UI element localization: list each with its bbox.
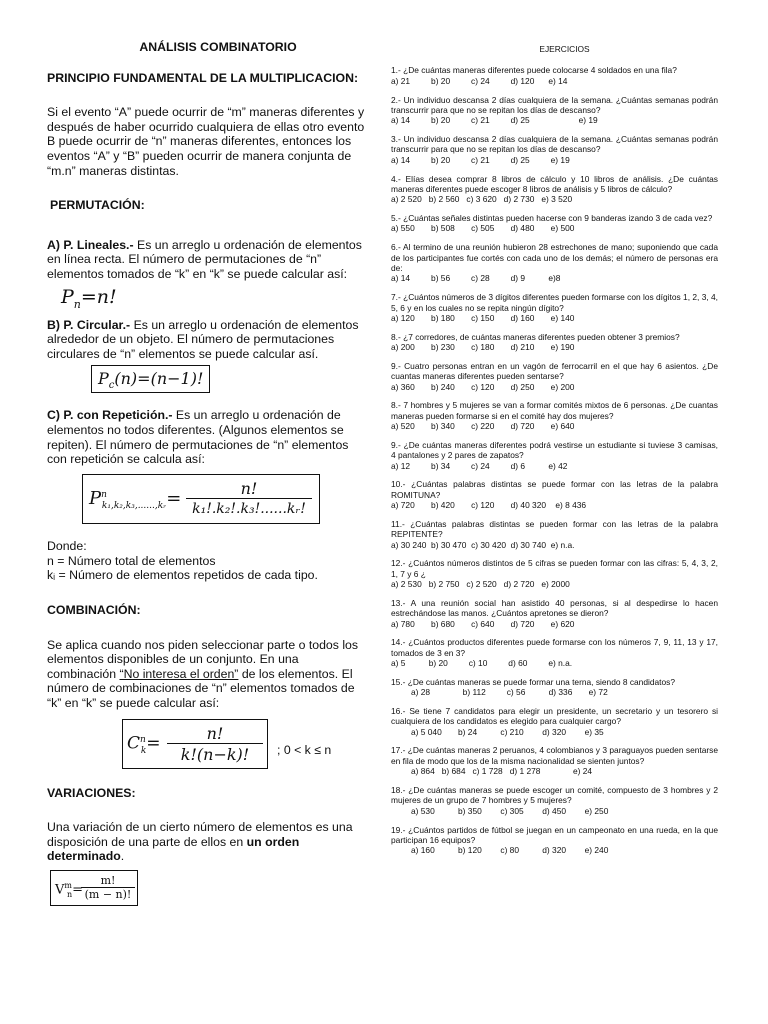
exercise-question: 5.- ¿Cuántas señales distintas pueden hacerse con 9 banderas izando 3 de cada vez? bbox=[391, 213, 713, 224]
exercise-options: a) 864 b) 684 c) 1 728 d) 1 278 e) 24 bbox=[411, 766, 593, 777]
pfm-text: Si el evento “A” puede ocurrir de “m” maneras diferentes y después de haber ocurrido cualquiera de ellas otro evento B puede ocurrir de “n” maneras diferentes, entonces los eventos “A” y “B” pueden ocurrir de manera conjunta de “m.n” maneras distintas. bbox=[47, 105, 365, 178]
exercise-options: a) 14 b) 20 c) 21 d) 25 e) 19 bbox=[391, 115, 598, 126]
exercise-options: a) 30 240 b) 30 470 c) 30 420 d) 30 740 e) n.a. bbox=[391, 539, 575, 550]
exercise-options: a) 5 b) 20 c) 10 d) 60 e) n.a. bbox=[391, 658, 573, 669]
exercise-item bbox=[391, 134, 718, 165]
exercise-item bbox=[391, 400, 718, 431]
lineal-label: A) P. Lineales.- bbox=[47, 237, 134, 252]
variations-paragraph: Una variación de un cierto número de elementos es una disposición de una parte de ellos en un orden determinado. bbox=[47, 820, 353, 864]
exercise-question: 9.- ¿De cuántas maneras diferentes podrá vestirse un estudiante si tuviese 3 camisas, 4 pantalones y 2 pares de zapatos? bbox=[391, 439, 718, 461]
exercise-item bbox=[391, 558, 718, 589]
exercise-options: a) 14 b) 20 c) 21 d) 25 e) 19 bbox=[391, 154, 570, 165]
exercise-options: a) 550 b) 508 c) 505 d) 480 e) 500 bbox=[391, 223, 575, 234]
donde-label: Donde: bbox=[47, 539, 87, 554]
page-title: ANÁLISIS COMBINATORIO bbox=[139, 40, 297, 54]
lineal-paragraph bbox=[47, 238, 369, 282]
exercise-question: 17.- ¿De cuántas maneras 2 peruanos, 4 colombianos y 3 paraguayos pueden sentarse en fila de modo que los de la misma nacionalidad se sienten juntos? bbox=[391, 745, 718, 766]
exercise-options: a) 12 b) 34 c) 24 d) 6 e) 42 bbox=[391, 460, 568, 471]
circular-formula: $P_c(n)=(n-1)$! bbox=[91, 365, 210, 393]
exercise-item bbox=[391, 825, 718, 856]
donde-k: kᵢ = Número de elementos repetidos de cada tipo. bbox=[47, 568, 318, 583]
exercise-item bbox=[391, 785, 718, 816]
repetition-text: Es un arreglo u ordenación de elementos no todos diferentes. (Algunos elementos se repiten). El número de permutaciones de “n” elementos con repetición se calcula así: bbox=[47, 408, 349, 467]
exercise-item bbox=[391, 479, 718, 510]
exercise-item bbox=[391, 292, 718, 323]
exercise-item bbox=[391, 65, 718, 86]
exercises-title: EJERCICIOS bbox=[539, 44, 590, 54]
exercise-question: 6.- Al termino de una reunión hubieron 28 estrechones de mano; suponiendo que cada de los participantes fue cortés con cada uno de los demás; el número de personas era de: bbox=[391, 242, 718, 273]
no-order-underlined: “No interesa el orden” bbox=[119, 666, 239, 681]
exercise-question: 15.- ¿De cuántas maneras se puede formar una terna, siendo 8 candidatos? bbox=[391, 676, 675, 687]
exercise-question: 14.- ¿Cuántos productos diferentes puede formarse con los números 7, 9, 11, 13 y 17, tomados de 3 en 3? bbox=[391, 637, 718, 658]
variations-heading: VARIACIONES: bbox=[47, 785, 136, 800]
exercise-question: 19.- ¿Cuántos partidos de fútbol se juegan en un campeonato en una rueda, en la que participan 16 equipos? bbox=[391, 824, 718, 845]
circular-paragraph bbox=[47, 318, 369, 362]
exercise-question: 3.- Un individuo descansa 2 días cualquiera de la semana. ¿Cuántas semanas podrán transcurrir para que no se repitan los días de descanso? bbox=[391, 134, 718, 155]
exercise-options: a) 530 b) 350 c) 305 d) 450 e) 250 bbox=[411, 805, 609, 816]
variations-formula: $V^m_n=$ m! (m − n)! bbox=[50, 870, 138, 906]
combination-formula: $C^n_k=$ n! k!(n−k)! bbox=[122, 719, 268, 769]
exercise-item bbox=[391, 95, 718, 126]
exercise-question: 8.- 7 hombres y 5 mujeres se van a formar comités mixtos de 6 personas. ¿De cuantas maneras pueden formarse si en el comité hay dos mujeres? bbox=[391, 400, 718, 421]
repetition-formula: $P^n_{k_1,k_2,k_3,......,kᵣ}=$ n! k₁!.k₂!.k₃!......kᵣ! bbox=[82, 474, 320, 524]
lineal-text: Es un arreglo u ordenación de elementos en línea recta. El número de permutaciones de “n” elementos tomados de “k” en “k” se puede calcular así: bbox=[47, 237, 362, 281]
exercise-list bbox=[391, 65, 718, 855]
exercises-column bbox=[391, 44, 718, 864]
exercise-question: 7.- ¿Cuántos números de 3 dígitos diferentes pueden formarse con los dígitos 1, 2, 3, 4, 5, 6 y en los cuales no se repita ningún dígito? bbox=[391, 292, 718, 313]
repetition-paragraph bbox=[47, 408, 369, 466]
exercise-options: a) 720 b) 420 c) 120 d) 40 320 e) 8 436 bbox=[391, 500, 587, 511]
exercise-item bbox=[391, 242, 718, 284]
lineal-formula: $P_n=n$! bbox=[61, 285, 117, 311]
exercise-options: a) 2 530 b) 2 750 c) 2 520 d) 2 720 e) 2000 bbox=[391, 579, 570, 590]
exercise-options: a) 2 520 b) 2 560 c) 3 620 d) 2 730 e) 3 520 bbox=[391, 194, 573, 205]
exercise-options: a) 21 b) 20 c) 24 d) 120 e) 14 bbox=[391, 75, 568, 86]
exercise-item bbox=[391, 213, 718, 234]
combination-paragraph: Se aplica cuando nos piden seleccionar parte o todos los elementos disponibles de un conjunto. En una combinación “No interesa el orden” de los elementos. El número de combinaciones de “n” elementos tomados de “k” en “k” se puede calcular así: bbox=[47, 637, 359, 711]
circular-text: Es un arreglo u ordenación de elementos alrededor de un objeto. El número de permutaciones circulares de “n” elementos se puede calcular así. bbox=[47, 317, 359, 361]
exercise-item bbox=[391, 519, 718, 550]
combination-formula-row bbox=[47, 719, 369, 771]
exercise-question: 16.- Se tiene 7 candidatos para elegir un presidente, un secretario y un tesorero si cualquiera de los candidatos es elegido para cualquier cargo? bbox=[391, 705, 718, 727]
exercise-item bbox=[391, 332, 718, 353]
exercise-item bbox=[391, 706, 718, 737]
exercise-question: 2.- Un individuo descansa 2 días cualquiera de la semana. ¿Cuántas semanas podrán transcurrir para que no se repitan los días de descanso? bbox=[391, 94, 718, 115]
permutation-heading: PERMUTACIÓN: bbox=[50, 198, 145, 213]
exercise-options: a) 200 b) 230 c) 180 d) 210 e) 190 bbox=[391, 342, 575, 353]
exercise-options: a) 360 b) 240 c) 120 d) 250 e) 200 bbox=[391, 381, 575, 392]
exercise-item bbox=[391, 637, 718, 668]
exercise-item bbox=[391, 745, 718, 776]
exercise-options: a) 28 b) 112 c) 56 d) 336 e) 72 bbox=[411, 687, 608, 698]
exercise-question: 4.- Elías desea comprar 8 libros de cálculo y 10 libros de análisis. ¿De cuántas maneras diferentes puede escoger 8 libros de análisis y 5 libros de cálculo? bbox=[391, 173, 718, 194]
exercise-question: 8.- ¿7 corredores, de cuántas maneras diferentes pueden obtener 3 premios? bbox=[391, 331, 680, 342]
exercise-question: 12.- ¿Cuántos números distintos de 5 cifras se pueden formar con las cifras: 5, 4, 3, 2, 1, 7 y 6 ¿ bbox=[391, 558, 718, 579]
exercise-question: 10.- ¿Cuántas palabras distintas se puede formar con las letras de la palabra ROMITUNA? bbox=[391, 479, 718, 500]
circular-label: B) P. Circular.- bbox=[47, 317, 131, 332]
theory-column bbox=[47, 40, 369, 910]
exercise-options: a) 780 b) 680 c) 640 d) 720 e) 620 bbox=[391, 618, 575, 629]
exercise-question: 13.- A una reunión social han asistido 40 personas, si al despedirse lo hacen estrechándose las manos. ¿Cuántos apretones se dieron? bbox=[391, 597, 718, 619]
exercise-options: a) 5 040 b) 24 c) 210 d) 320 e) 35 bbox=[411, 726, 604, 737]
exercise-item bbox=[391, 440, 718, 471]
exercise-question: 18.- ¿De cuántas maneras se puede escoger un comité, compuesto de 3 hombres y 2 mujeres de un grupo de 7 hombres y 5 mujeres? bbox=[391, 784, 718, 806]
exercise-options: a) 14 b) 56 c) 28 d) 9 e)8 bbox=[391, 273, 561, 284]
exercise-options: a) 520 b) 340 c) 220 d) 720 e) 640 bbox=[391, 421, 575, 432]
exercise-item bbox=[391, 598, 718, 629]
exercise-options: a) 120 b) 180 c) 150 d) 160 e) 140 bbox=[391, 312, 575, 323]
pfm-heading: PRINCIPIO FUNDAMENTAL DE LA MULTIPLICACION: bbox=[47, 70, 359, 85]
exercise-question: 1.- ¿De cuántas maneras diferentes puede colocarse 4 soldados en una fila? bbox=[391, 65, 677, 76]
donde-n: n = Número total de elementos bbox=[47, 553, 216, 568]
exercise-question: 9.- Cuatro personas entran en un vagón de ferrocarril en el que hay 6 asientos. ¿De cuantas maneras diferentes pueden sentarse? bbox=[391, 360, 718, 382]
combination-heading: COMBINACIÓN: bbox=[47, 603, 141, 618]
exercise-item bbox=[391, 174, 718, 205]
exercise-options: a) 160 b) 120 c) 80 d) 320 e) 240 bbox=[411, 845, 609, 856]
repetition-label: C) P. con Repetición.- bbox=[47, 408, 173, 423]
exercise-item bbox=[391, 677, 718, 698]
combination-condition: ; 0 < k ≤ n bbox=[277, 742, 332, 757]
exercise-question: 11.- ¿Cuántas palabras distintas se pueden formar con las letras de la palabra REPITENTE? bbox=[391, 518, 718, 540]
exercise-item bbox=[391, 361, 718, 392]
